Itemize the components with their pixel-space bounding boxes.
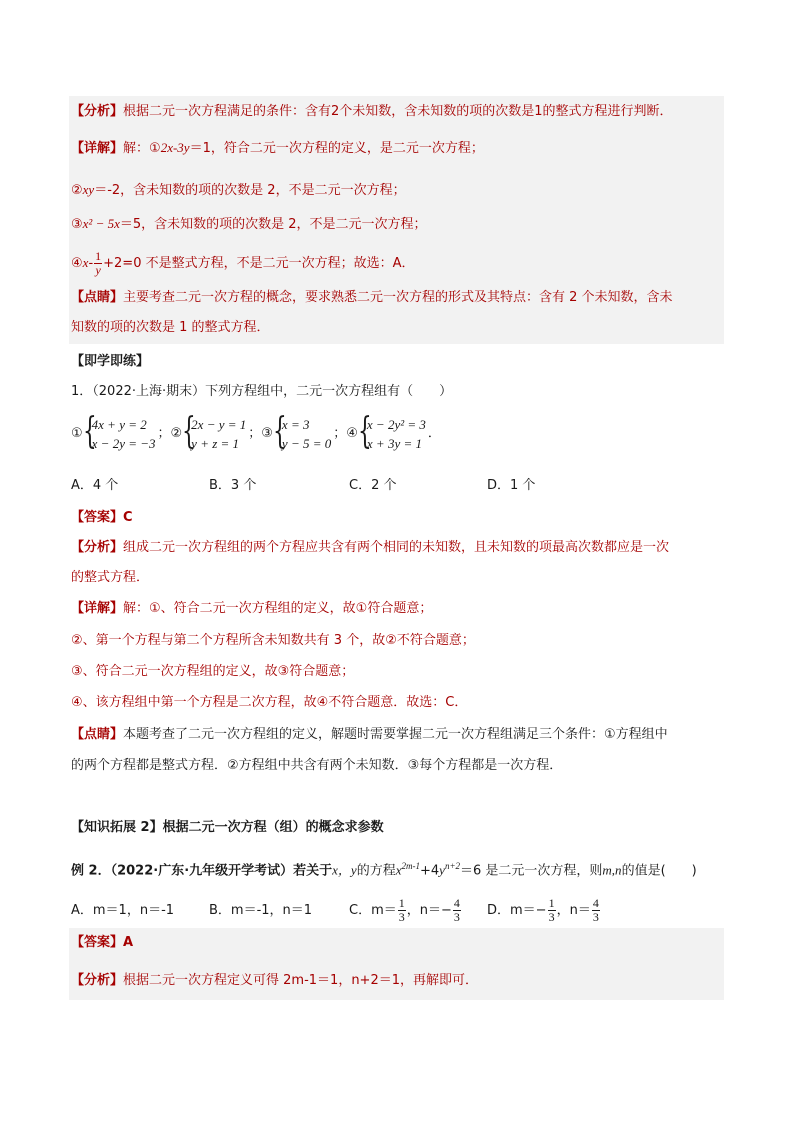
ex2-option-d [487, 896, 601, 926]
detail-label: 【详解】 [71, 601, 124, 616]
answer-value: A [123, 935, 134, 950]
detail-3: ③、符合二元一次方程组的定义，故③符合题意； [71, 664, 355, 679]
question-1-stem [71, 382, 724, 402]
analysis-label: 【分析】 [71, 973, 124, 988]
q1-option-d: D．1 个 [487, 478, 536, 493]
sys4-eq2: x + 3y = 1 [366, 435, 422, 451]
brace-icon: { [182, 410, 196, 452]
item4-minus: - [88, 256, 94, 271]
frac-num: 1 [398, 896, 405, 910]
extension-heading [71, 818, 724, 838]
item4-text: +2=0 不是整式方程，不是二元一次方程；故选：A． [103, 256, 415, 271]
item3-expr: x² − 5x [82, 216, 120, 231]
answer-value: C [123, 510, 133, 525]
q1-detail-line-1 [71, 599, 724, 619]
item1-expr: 2x-3y [160, 140, 190, 155]
brace-icon: { [82, 410, 97, 452]
frac-num: 4 [592, 896, 599, 910]
item4-mark: ④ [71, 256, 83, 271]
equation-system-2 [182, 410, 247, 453]
equation-system-3 [272, 410, 332, 453]
ex2-option-b: B．m＝-1，n＝1 [209, 903, 313, 918]
analysis-text: 根据二元一次方程定义可得 2m-1＝1，n+2＝1，再解即可． [123, 973, 478, 988]
sys2-eq2: y + z = 1 [191, 435, 240, 451]
equation-system-4 [357, 410, 426, 453]
item1-text: ＝1，符合二元一次方程的定义，是二元一次方程； [189, 141, 484, 156]
item1-mark: ① [149, 141, 161, 156]
comment-line-2 [71, 318, 724, 338]
opt-c-fraction-1 [398, 897, 406, 924]
detail-2: ②、第一个方程与第二个方程所含未知数共有 3 个，故②不符合题意； [71, 633, 475, 648]
ex2-eq-yexp: n+2 [444, 861, 461, 871]
frac-den: 3 [398, 910, 405, 924]
opt-c-fraction-2 [453, 897, 461, 924]
q1-option-a: A．4 个 [71, 478, 119, 493]
brace-icon: { [357, 410, 372, 452]
analysis-text-1: 组成二元一次方程组的两个方程应共含有两个相同的未知数，且未知数的项最高次数都应是一次 [123, 540, 670, 555]
equation-systems-line [71, 412, 724, 460]
ex2-option-c [349, 896, 462, 926]
ex2-eq-y: y [439, 862, 445, 878]
frac-num: 4 [453, 896, 460, 910]
sys4-mark: ；④ [333, 426, 358, 441]
detail-line-2 [71, 180, 724, 201]
item2-mark: ② [71, 183, 83, 198]
detail-intro: 解： [123, 141, 150, 156]
ex2-vars: x，y [332, 862, 357, 878]
item4-fraction [94, 250, 102, 277]
comment-text-2: 的两个方程都是整式方程．②方程组中共含有两个未知数．③每个方程都是一次方程． [71, 758, 563, 773]
sys1-mark: ① [71, 426, 83, 441]
analysis-label: 【分析】 [71, 540, 124, 555]
q1-option-c: C．2 个 [349, 478, 397, 493]
analysis-text: 根据二元一次方程满足的条件：含有2个未知数，含未知数的项的次数是1的整式方程进行判断． [123, 104, 673, 119]
q1-detail-line-4 [71, 693, 724, 713]
ex2-option-a: A．m＝1，n＝-1 [71, 903, 175, 918]
ex2-ask-vars: m,n [602, 862, 622, 878]
q1-stem-text: 1．（2022·上海·期末）下列方程组中，二元一次方程组有（ ） [71, 384, 453, 399]
analysis-line [71, 102, 724, 122]
item3-mark: ③ [71, 217, 83, 232]
comment-text-1: 本题考查了二元一次方程组的定义，解题时需要掌握二元一次方程组满足三个条件：①方程组中 [123, 727, 668, 742]
q1-detail-line-2 [71, 631, 724, 651]
sys4-eq1: x − 2y² = 3 [366, 416, 426, 432]
item2-expr: xy [82, 182, 95, 197]
item4-frac-num: 1 [95, 249, 102, 263]
sys2-eq1: 2x − y = 1 [191, 416, 247, 432]
detail-line-3 [71, 214, 724, 235]
comment-text-1: 主要考查二元一次方程的概念，要求熟悉二元一次方程的形式及其特点：含有 2 个未知数，含未 [123, 290, 673, 305]
q1-comment-line-1 [71, 725, 724, 745]
comment-line-1 [71, 288, 724, 308]
ex2-eq-xexp: 2m-1 [401, 861, 420, 871]
opt-c-mid: ，n＝− [406, 903, 452, 918]
detail-line-4 [71, 248, 724, 279]
opt-d-mid: ，n＝ [556, 903, 591, 918]
ex2-answer [71, 933, 724, 953]
item2-text: ＝-2，含未知数的项的次数是 2，不是二元一次方程； [94, 183, 406, 198]
sys-end: ． [427, 426, 441, 441]
opt-c-pre: C．m＝ [349, 903, 397, 918]
frac-den: 3 [548, 910, 555, 924]
detail-4: ④、该方程组中第一个方程是二次方程，故④不符合题意．故选：C． [71, 695, 468, 710]
equation-system-1 [82, 410, 156, 453]
ex2-ask-end: 的值是( ) [621, 863, 697, 879]
practice-heading [71, 352, 724, 372]
analysis-label: 【分析】 [71, 104, 124, 119]
detail-line-1 [71, 138, 724, 159]
ex2-prefix: 例 2．（2022·广东·九年级开学考试）若关于 [71, 863, 333, 879]
q1-option-b: B．3 个 [209, 478, 257, 493]
ex2-options [71, 896, 724, 928]
sys2-mark: ；② [157, 426, 183, 441]
q1-comment-line-2 [71, 756, 724, 776]
sys3-eq1: x = 3 [281, 416, 310, 432]
detail-1: 解：①、符合二元一次方程组的定义，故①符合题意； [123, 601, 433, 616]
ex2-eq-plus: +4 [419, 863, 440, 879]
example-2-stem [71, 856, 724, 881]
ex2-analysis [71, 971, 724, 991]
comment-label: 【点睛】 [71, 290, 124, 305]
comment-text-2: 知数的项的次数是 1 的整式方程． [71, 320, 270, 335]
q1-answer [71, 508, 724, 528]
q1-analysis-line-1 [71, 538, 724, 558]
practice-heading-text: 【即学即练】 [71, 354, 150, 369]
frac-num: 1 [548, 896, 555, 910]
ex2-eq-rhs: ＝6 是二元一次方程，则 [460, 863, 603, 879]
sys1-eq1: 4x + y = 2 [91, 416, 147, 432]
item4-x: x [82, 255, 89, 270]
comment-label: 【点睛】 [71, 727, 124, 742]
q1-detail-line-3 [71, 662, 724, 682]
ex2-eq-x: x [395, 862, 402, 878]
answer-label: 【答案】 [71, 510, 124, 525]
item4-frac-den: y [95, 263, 101, 277]
detail-label: 【详解】 [71, 141, 124, 156]
frac-den: 3 [453, 910, 460, 924]
sys3-eq2: y − 5 = 0 [281, 435, 332, 451]
frac-den: 3 [592, 910, 599, 924]
opt-d-pre: D．m＝− [487, 903, 547, 918]
item3-text: ＝5，含未知数的项的次数是 2，不是二元一次方程； [119, 217, 427, 232]
q1-analysis-line-2 [71, 568, 724, 588]
brace-icon: { [272, 410, 287, 452]
analysis-text-2: 的整式方程． [71, 570, 150, 585]
sys3-mark: ；③ [248, 426, 273, 441]
ex2-mid: 的方程 [356, 863, 396, 879]
sys1-eq2: x − 2y = −3 [91, 435, 156, 451]
extension-heading-text: 【知识拓展 2】根据二元一次方程（组）的概念求参数 [71, 820, 384, 835]
answer-label: 【答案】 [71, 935, 124, 950]
opt-d-fraction-2 [592, 897, 600, 924]
opt-d-fraction-1 [548, 897, 556, 924]
